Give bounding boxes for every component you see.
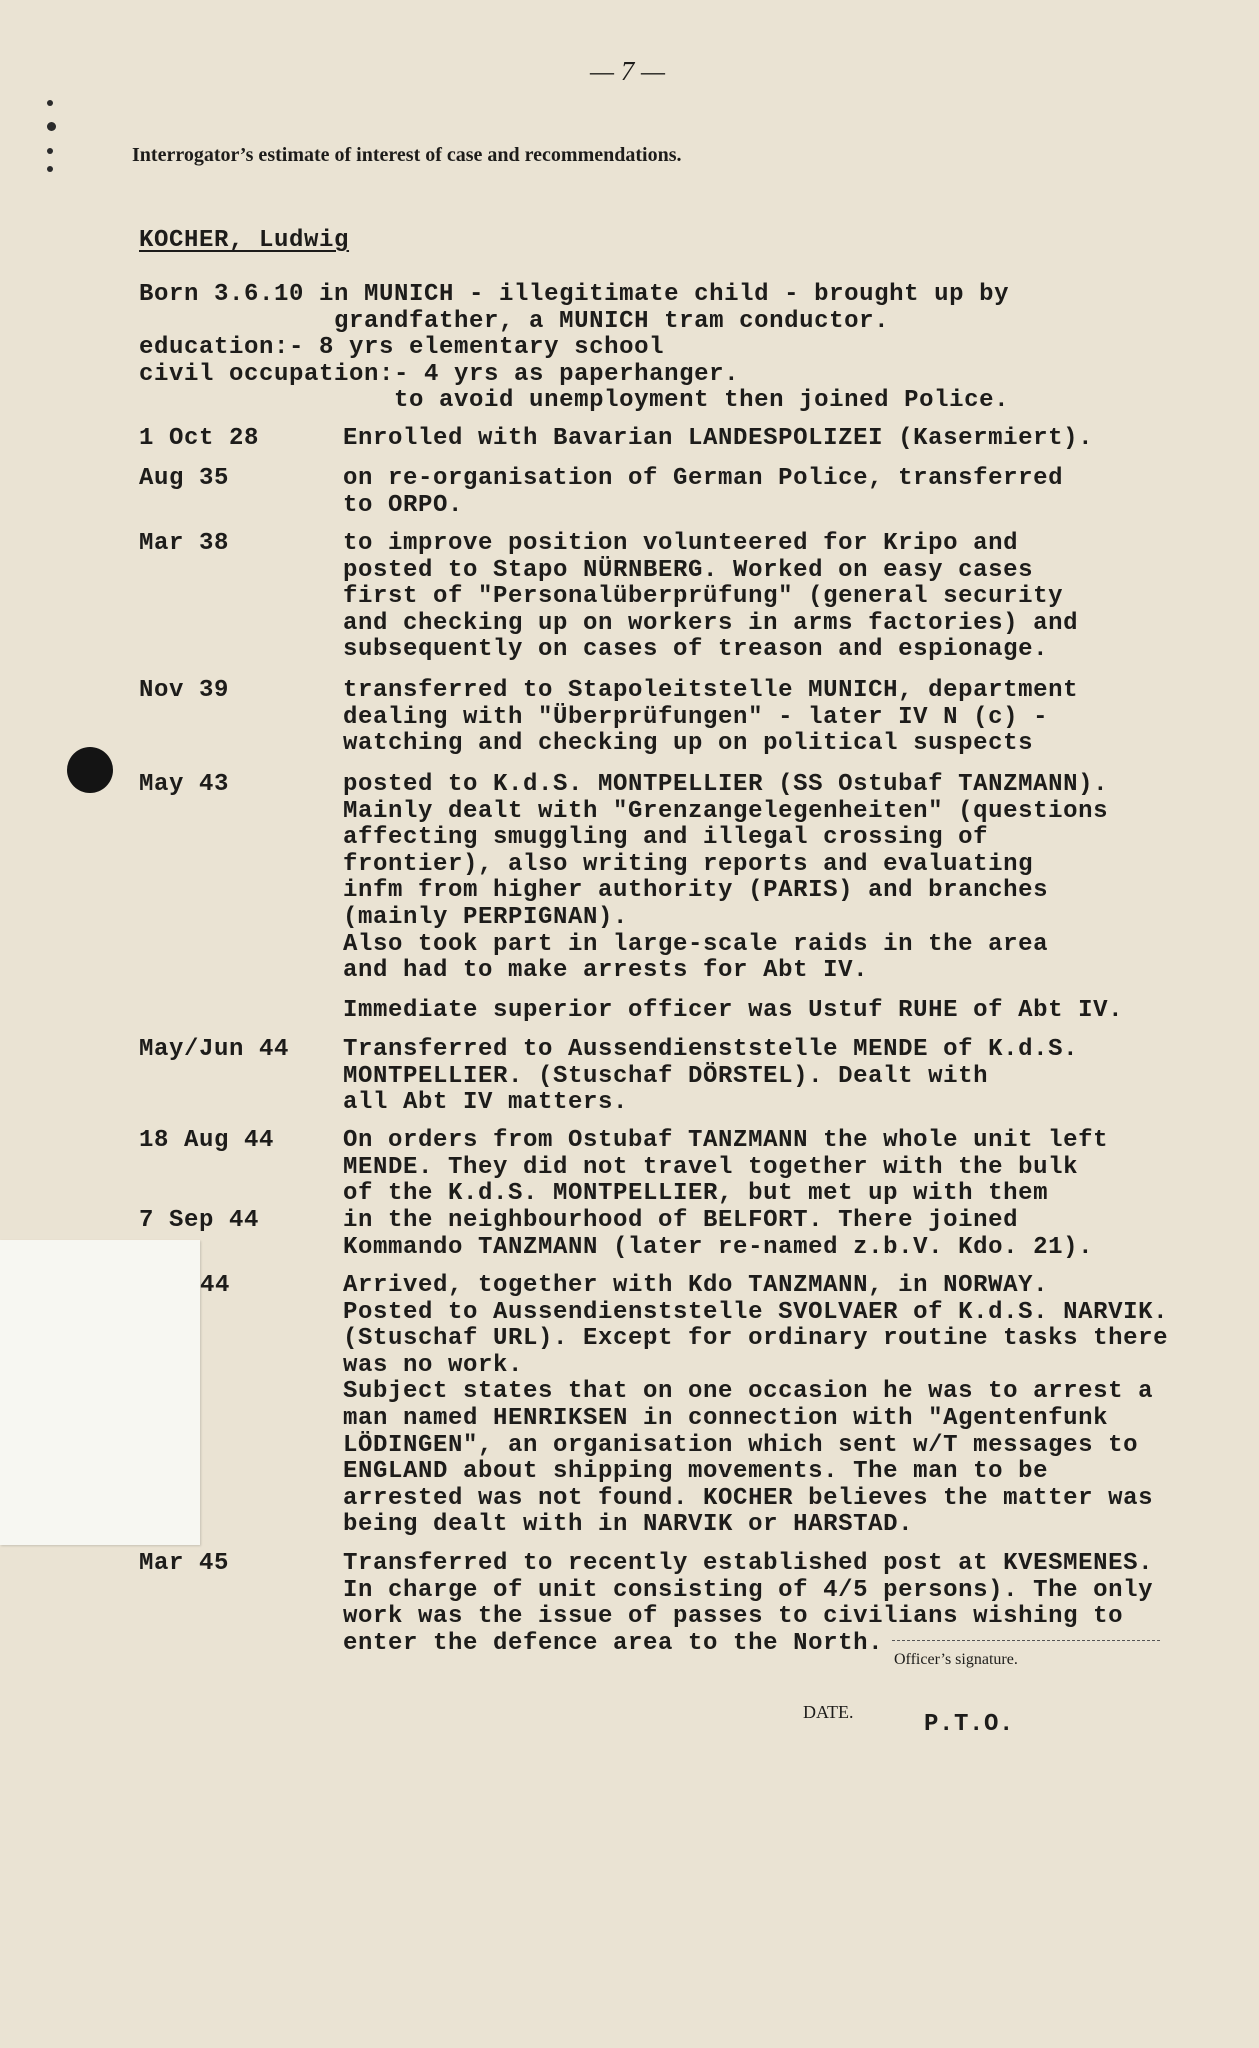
entry-line: posted to Stapo NÜRNBERG. Worked on easy cases <box>343 556 1034 584</box>
entry-text <box>343 531 1078 664</box>
intro-line: to avoid unemployment then joined Police. <box>139 387 1010 415</box>
entry-line: ENGLAND about shipping movements. The man to be <box>343 1458 1049 1486</box>
paper-patch <box>0 1240 200 1545</box>
entry-date: May/Jun 44 <box>139 1036 290 1063</box>
entry-line: frontier), also writing reports and evaluating <box>343 850 1034 878</box>
entry-line: to ORPO. <box>343 491 464 519</box>
entry-line: Mainly dealt with "Grenzangelegenheiten" (questions <box>343 797 1109 825</box>
entry-line: On orders from Ostubaf TANZMANN the whole unit left <box>343 1127 1109 1154</box>
entry-line: (Stuschaf URL). Except for ordinary routine tasks there <box>343 1325 1169 1353</box>
entry-line: being dealt with in NARVIK or HARSTAD. <box>343 1511 914 1539</box>
entry-line: LÖDINGEN", an organisation which sent w/T messages to <box>343 1431 1139 1459</box>
entry-line: on re-organisation of German Police, transferred <box>343 465 1064 492</box>
entry-text <box>343 1273 1168 1539</box>
entry-line: In charge of unit consisting of 4/5 persons). The only <box>343 1576 1154 1604</box>
entry-line: first of "Personalüberprüfung" (general security <box>343 583 1064 611</box>
entry-line: Enrolled with Bavarian LANDESPOLIZEI (Kasermiert). <box>343 425 1094 452</box>
margin-mark <box>47 166 53 172</box>
entry-line: enter the defence area to the North. <box>343 1629 884 1657</box>
page-number: — 7 — <box>590 56 666 86</box>
entry-date: Aug 35 <box>139 465 230 492</box>
entry-line: of the K.d.S. MONTPELLIER, but met up with them <box>343 1180 1049 1208</box>
entry-line: Transferred to Aussendienststelle MENDE of K.d.S. <box>343 1036 1079 1063</box>
entry-line: Also took part in large-scale raids in the area <box>343 930 1049 958</box>
entry-text <box>343 1208 1093 1261</box>
entry-text <box>343 998 1123 1025</box>
entry-line: Posted to Aussendienststelle SVOLVAER of K.d.S. NARVIK. <box>343 1298 1169 1326</box>
entry-line: and checking up on workers in arms factories) and <box>343 609 1079 637</box>
intro-line: education:- 8 yrs elementary school <box>139 334 665 362</box>
entry-line: Transferred to recently established post at KVESMENES. <box>343 1550 1154 1577</box>
form-header: Interrogator’s estimate of interest of case and recommendations. <box>132 144 682 166</box>
date-label: DATE. <box>803 1702 854 1722</box>
intro-block <box>139 282 1009 415</box>
entry-text <box>343 678 1078 758</box>
entry-text <box>343 1551 1153 1657</box>
entry-line: Arrived, together with Kdo TANZMANN, in NORWAY. <box>343 1272 1049 1299</box>
entry-line: Immediate superior officer was Ustuf RUHE of Abt IV. <box>343 997 1124 1024</box>
entry-line: was no work. <box>343 1351 524 1379</box>
entry-line: posted to K.d.S. MONTPELLIER (SS Ostubaf TANZMANN). <box>343 771 1109 798</box>
entry-date: 44 <box>200 1272 231 1299</box>
intro-line: civil occupation:- 4 yrs as paperhanger. <box>139 360 740 388</box>
margin-mark <box>47 148 53 154</box>
entry-line: infm from higher authority (PARIS) and branches <box>343 877 1049 905</box>
entry-date: Mar 38 <box>139 530 230 557</box>
entry-text <box>343 772 1108 985</box>
entry-line: and had to make arrests for Abt IV. <box>343 957 869 985</box>
entry-line: to improve position volunteered for Kripo and <box>343 530 1019 557</box>
intro-line: Born 3.6.10 in MUNICH - illegitimate child - brought up by <box>139 281 1010 308</box>
entry-text <box>343 426 1093 453</box>
entry-line: man named HENRIKSEN in connection with "Agentenfunk <box>343 1404 1109 1432</box>
subject-name: KOCHER, Ludwig <box>139 227 350 254</box>
intro-line: grandfather, a MUNICH tram conductor. <box>139 307 890 335</box>
entry-text <box>343 1128 1108 1208</box>
entry-line: affecting smuggling and illegal crossing of <box>343 824 989 852</box>
signature-line <box>892 1640 1160 1641</box>
entry-line: arrested was not found. KOCHER believes the matter was <box>343 1484 1154 1512</box>
entry-line: transferred to Stapoleitstelle MUNICH, department <box>343 677 1079 704</box>
entry-line: Kommando TANZMANN (later re-named z.b.V. Kdo. 21). <box>343 1233 1094 1261</box>
entry-text <box>343 1037 1078 1117</box>
entry-date: 7 Sep 44 <box>139 1207 260 1234</box>
signature-label: Officer’s signature. <box>894 1651 1018 1668</box>
entry-date: 1 Oct 28 <box>139 425 260 452</box>
margin-mark <box>47 122 56 131</box>
entry-line: in the neighbourhood of BELFORT. There joined <box>343 1207 1019 1234</box>
entry-line: all Abt IV matters. <box>343 1089 629 1117</box>
entry-text <box>343 466 1063 519</box>
entry-line: (mainly PERPIGNAN). <box>343 903 629 931</box>
entry-line: watching and checking up on political suspects <box>343 730 1034 758</box>
entry-date: 18 Aug 44 <box>139 1127 275 1154</box>
entry-line: MONTPELLIER. (Stuschaf DÖRSTEL). Dealt with <box>343 1062 989 1090</box>
entry-line: MENDE. They did not travel together with the bulk <box>343 1153 1079 1181</box>
entry-date: Mar 45 <box>139 1550 230 1577</box>
entry-line: Subject states that on one occasion he was to arrest a <box>343 1378 1154 1406</box>
pto-note: P.T.O. <box>924 1711 1015 1738</box>
margin-mark <box>47 100 53 106</box>
entry-line: subsequently on cases of treason and espionage. <box>343 636 1049 664</box>
entry-date: Nov 39 <box>139 677 230 704</box>
punch-hole <box>67 747 113 793</box>
entry-line: work was the issue of passes to civilians wishing to <box>343 1603 1124 1631</box>
entry-line: dealing with "Überprüfungen" - later IV N (c) - <box>343 703 1049 731</box>
entry-date: May 43 <box>139 771 230 798</box>
